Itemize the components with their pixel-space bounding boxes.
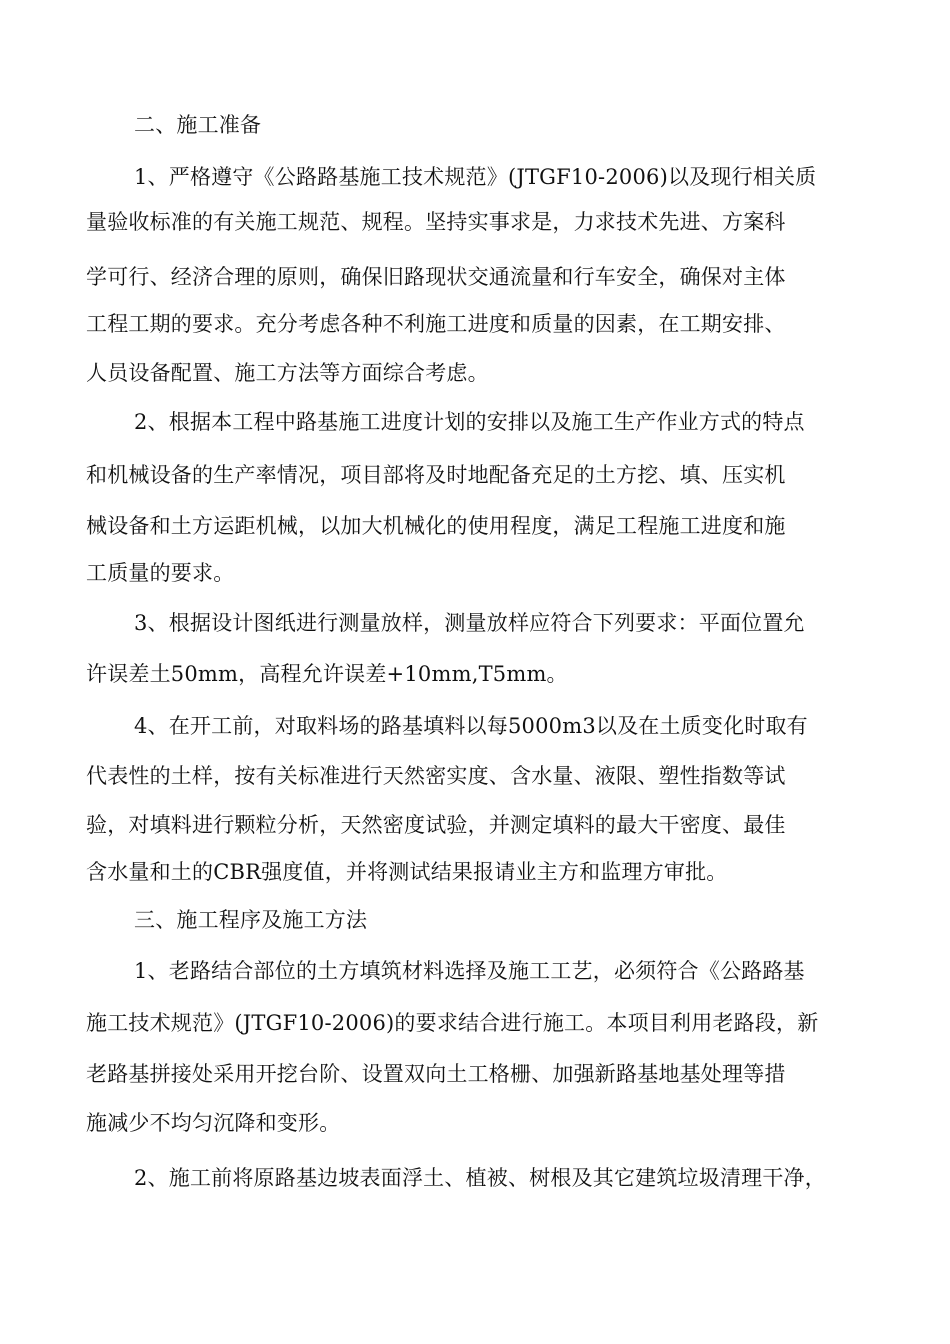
- text-line: 工质量的要求。: [86, 561, 235, 585]
- text-line: 老路基拼接处采用开挖台阶、设置双向土工格栅、加强新路基地基处理等措: [86, 1062, 786, 1086]
- text-line: 3、根据设计图纸进行测量放样，测量放样应符合下列要求：平面位置允: [134, 611, 805, 635]
- text-line: 工程工期的要求。充分考虑各种不利施工进度和质量的因素，在工期安排、: [86, 312, 786, 336]
- text-line: 量验收标准的有关施工规范、规程。坚持实事求是，力求技术先进、方案科: [86, 210, 786, 234]
- text-line: 代表性的土样，按有关标准进行天然密实度、含水量、液限、塑性指数等试: [86, 764, 786, 788]
- text-line: 人员设备配置、施工方法等方面综合考虑。: [86, 361, 489, 385]
- text-line: 学可行、经济合理的原则，确保旧路现状交通流量和行车安全，确保对主体: [86, 265, 786, 289]
- section-heading: 二、施工准备: [134, 113, 262, 137]
- text-line: 2、施工前将原路基边坡表面浮土、植被、树根及其它建筑垃圾清理干净，: [134, 1166, 826, 1190]
- text-line: 施工技术规范》(JTGF10-2006)的要求结合进行施工。本项目利用老路段，新: [86, 1011, 819, 1035]
- text-line: 许误差土50mm，高程允许误差+10mm,T5mm。: [86, 662, 568, 686]
- text-line: 2、根据本工程中路基施工进度计划的安排以及施工生产作业方式的特点: [134, 410, 805, 434]
- section-heading: 三、施工程序及施工方法: [134, 908, 368, 932]
- text-line: 施减少不均匀沉降和变形。: [86, 1111, 341, 1135]
- text-line: 验，对填料进行颗粒分析，天然密度试验，并测定填料的最大干密度、最佳: [86, 813, 786, 837]
- text-line: 械设备和土方运距机械，以加大机械化的使用程度，满足工程施工进度和施: [86, 514, 786, 538]
- text-line: 和机械设备的生产率情况，项目部将及时地配备充足的土方挖、填、压实机: [86, 463, 786, 487]
- text-line: 1、老路结合部位的土方填筑材料选择及施工工艺，必须符合《公路路基: [134, 959, 805, 983]
- text-line: 1、严格遵守《公路路基施工技术规范》(JTGF10-2006)以及现行相关质: [134, 165, 817, 189]
- text-line: 4、在开工前，对取料场的路基填料以每5000m3以及在土质变化时取有: [134, 714, 808, 738]
- text-line: 含水量和土的CBR强度值，并将测试结果报请业主方和监理方审批。: [86, 860, 728, 884]
